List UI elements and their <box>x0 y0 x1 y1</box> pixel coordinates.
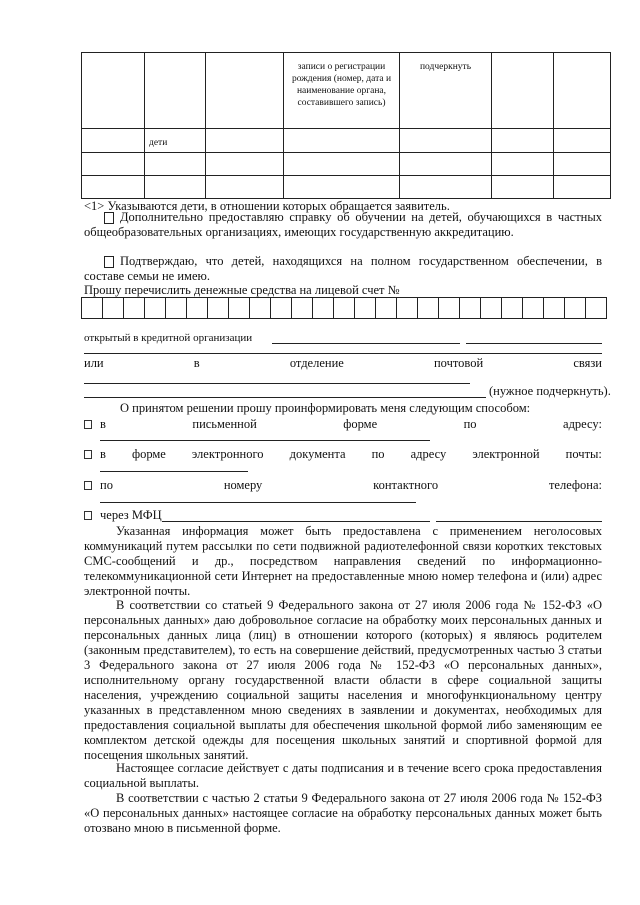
table-cell <box>145 53 206 129</box>
account-number-boxes[interactable] <box>81 297 607 319</box>
table-cell <box>82 53 145 129</box>
account-digit[interactable] <box>460 298 481 319</box>
table-cell <box>284 176 400 199</box>
account-digit[interactable] <box>586 298 607 319</box>
account-digit[interactable] <box>313 298 334 319</box>
account-digit[interactable] <box>481 298 502 319</box>
table-cell <box>492 176 554 199</box>
written-option-checkbox[interactable] <box>84 420 92 429</box>
credit-org-line-3[interactable] <box>84 353 602 354</box>
table-cell <box>554 53 611 129</box>
table-cell <box>284 153 400 176</box>
footnote: <1> Указываются дети, в отношении которых обращается заявитель. <box>84 199 450 213</box>
mfc-field-2[interactable] <box>436 521 602 522</box>
account-digit[interactable] <box>145 298 166 319</box>
word: в <box>193 356 200 370</box>
word: в <box>100 447 106 461</box>
word: почты: <box>565 447 602 461</box>
written-option-label <box>100 417 602 432</box>
account-digit[interactable] <box>376 298 397 319</box>
post-office-field-1[interactable] <box>84 383 470 384</box>
account-digit[interactable] <box>544 298 565 319</box>
table-cell <box>554 153 611 176</box>
mfc-option-label: через МФЦ <box>100 508 162 522</box>
account-digit[interactable] <box>166 298 187 319</box>
word: в <box>100 417 106 431</box>
account-digit[interactable] <box>292 298 313 319</box>
children-table <box>81 52 611 199</box>
table-cell <box>284 129 400 153</box>
account-digit[interactable] <box>187 298 208 319</box>
account-digit[interactable] <box>82 298 103 319</box>
word: документа <box>289 447 346 461</box>
account-digit[interactable] <box>271 298 292 319</box>
transfer-request: Прошу перечислить денежные средства на лицевой счет № <box>84 283 400 297</box>
table-cell <box>145 176 206 199</box>
email-field[interactable] <box>100 471 248 472</box>
phone-field[interactable] <box>100 502 416 503</box>
table-cell <box>206 153 284 176</box>
email-option-checkbox[interactable] <box>84 450 92 459</box>
word: контактного <box>373 478 439 492</box>
consent-paragraph: В соответствии со статьей 9 Федерального закона от 27 июля 2006 года № 152-ФЗ «О персональных данных» даю добровольное согласие на обработку моих персональных данных и персональных данных лица (лиц) в отношении которого (которых) я являюсь родителем (законным представителем), то есть на совершение действий, предусмотренных частью 3 статьи 3 Федерального закона от 27 июля 2006 года № 152-ФЗ «О персональных данных», исполнительному органу государственной власти области в сфере социальной защиты населения, учреждению социальной защиты населения и многофункциональному центру указанных в представленном мною сведениях в заявлении и документах, необходимых для предоставления социальной выплаты для обеспечения школьной формой либо заменяющим ее комплектом детской одежды для посещения школьных занятий и спортивной формой для посещения школьных занятий. <box>84 598 602 762</box>
table-cell <box>400 176 492 199</box>
table-cell <box>82 129 145 153</box>
confirm-text: Подтверждаю, что детей, находящихся на полном государственном обеспечении, в составе семьи не имею. <box>84 254 602 283</box>
account-digit[interactable] <box>565 298 586 319</box>
post-office-line <box>84 356 602 371</box>
table-cell <box>492 129 554 153</box>
account-digit[interactable] <box>439 298 460 319</box>
account-digit[interactable] <box>208 298 229 319</box>
validity-paragraph: Настоящее согласие действует с даты подписания и в течение всего срока предоставления социальной выплаты. <box>84 761 602 790</box>
credit-org-line-2[interactable] <box>466 343 602 344</box>
children-cell: дети <box>145 129 206 153</box>
account-digit[interactable] <box>502 298 523 319</box>
underline-cell: подчеркнуть <box>400 53 492 129</box>
account-digit[interactable] <box>418 298 439 319</box>
account-digit[interactable] <box>334 298 355 319</box>
word: номеру <box>223 478 263 492</box>
word: почтовой <box>433 356 484 370</box>
account-digit[interactable] <box>523 298 544 319</box>
account-digit[interactable] <box>355 298 376 319</box>
table-cell <box>400 129 492 153</box>
post-office-field-2[interactable] <box>84 397 486 398</box>
credit-org-line-1[interactable] <box>272 343 460 344</box>
word: электронного <box>191 447 264 461</box>
birth-record-cell: записи о регистрации рождения (номер, дата и наименование органа, составившего запись) <box>284 53 400 129</box>
word: адресу: <box>563 417 602 431</box>
word: по <box>371 447 385 461</box>
table-cell <box>554 129 611 153</box>
extra-certificate-text: Дополнительно предоставляю справку об обучении на детей, обучающихся в частных общеобразовательных организациях, имеющих государственную аккредитацию. <box>84 210 602 239</box>
table-cell <box>206 129 284 153</box>
table-cell <box>145 153 206 176</box>
mfc-field-1[interactable] <box>162 521 430 522</box>
word: по <box>463 417 477 431</box>
phone-option-label <box>100 478 602 493</box>
credit-org-label: открытый в кредитной организации <box>84 332 253 344</box>
mfc-option-checkbox[interactable] <box>84 511 92 520</box>
table-cell <box>206 176 284 199</box>
table-cell <box>82 176 145 199</box>
word: электронной <box>472 447 540 461</box>
phone-option-checkbox[interactable] <box>84 481 92 490</box>
word: или <box>84 356 104 370</box>
word: письменной <box>192 417 257 431</box>
word: форме <box>343 417 378 431</box>
account-digit[interactable] <box>250 298 271 319</box>
account-digit[interactable] <box>397 298 418 319</box>
underline-note: (нужное подчеркнуть). <box>489 384 611 398</box>
word: отделение <box>289 356 344 370</box>
inform-intro: О принятом решении прошу проинформировать меня следующим способом: <box>120 401 531 415</box>
table-cell <box>492 153 554 176</box>
account-digit[interactable] <box>124 298 145 319</box>
email-option-label <box>100 447 602 462</box>
table-cell <box>554 176 611 199</box>
info-paragraph: Указанная информация может быть предоставлена с применением неголосовых коммуникаций путем рассылки по сети подвижной радиотелефонной связи коротких текстовых СМС-сообщений и др., посредством направления сведений по информационно-телекоммуникационной сети Интернет на предоставленные мною номер телефона и (или) адрес электронной почты. <box>84 524 602 598</box>
word: телефона: <box>548 478 602 492</box>
account-digit[interactable] <box>103 298 124 319</box>
account-digit[interactable] <box>229 298 250 319</box>
written-address-field[interactable] <box>100 440 430 441</box>
word: адресу <box>410 447 447 461</box>
table-cell <box>82 153 145 176</box>
table-cell <box>492 53 554 129</box>
revoke-paragraph: В соответствии с частью 2 статьи 9 Федерального закона от 27 июля 2006 года № 152-ФЗ «О персональных данных» настоящее согласие на обработку персональных данных может быть отозвано мною в письменной форме. <box>84 791 602 835</box>
word: связи <box>573 356 602 370</box>
word: форме <box>131 447 166 461</box>
table-cell <box>206 53 284 129</box>
table-cell <box>400 153 492 176</box>
word: по <box>100 478 113 492</box>
